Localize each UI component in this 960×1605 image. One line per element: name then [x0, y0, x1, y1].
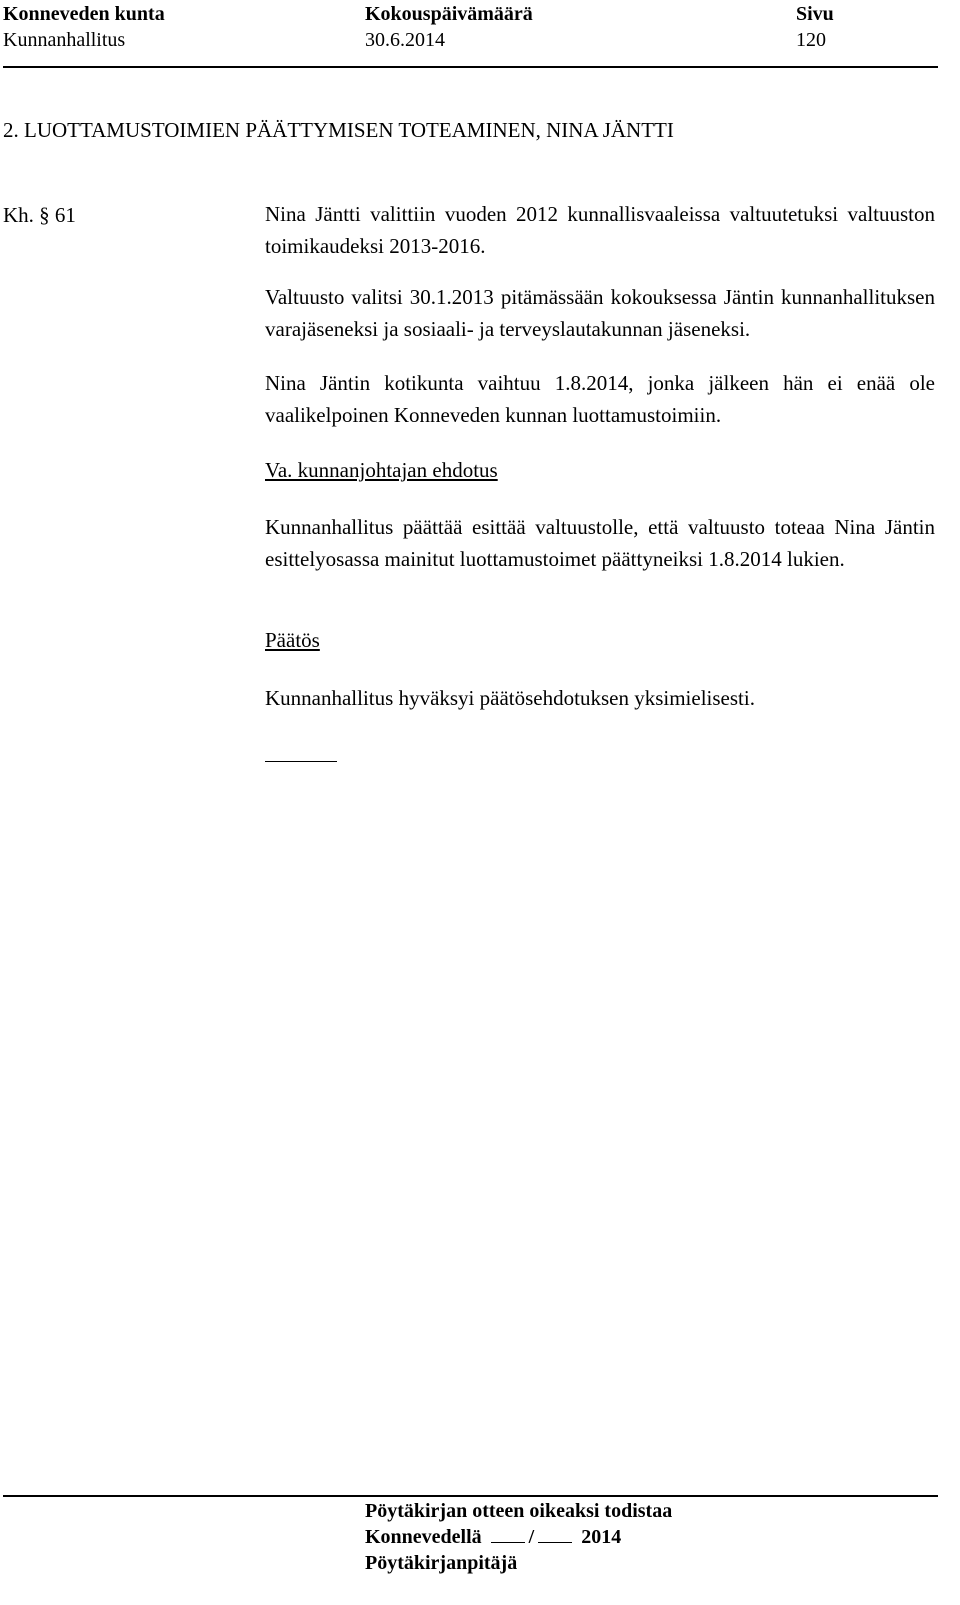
paragraph-3 [265, 368, 935, 431]
paragraph-3-text: Nina Jäntin kotikunta vaihtuu 1.8.2014, jonka jälkeen hän ei enää ole vaalikelpoinen Konneveden kunnan luottamustoimiin. [265, 371, 935, 427]
header-divider [3, 66, 938, 68]
footer-month-blank [538, 1524, 572, 1543]
proposal-heading-block [265, 455, 935, 487]
end-of-section-rule [265, 761, 337, 762]
paragraph-2 [265, 282, 935, 345]
footer-divider [3, 1495, 938, 1497]
footer-place: Konnevedellä [365, 1526, 482, 1548]
header-date: 30.6.2014 [365, 29, 445, 51]
footer-day-blank [491, 1524, 525, 1543]
paragraph-2-text: Valtuusto valitsi 30.1.2013 pitämässään kokouksessa Jäntin kunnanhallituksen varajäseneksi ja sosiaali- ja terveyslautakunnan jäseneksi. [265, 285, 935, 341]
paragraph-1-text: Nina Jäntti valittiin vuoden 2012 kunnallisvaaleissa valtuutetuksi valtuuston toimikaudeksi 2013-2016. [265, 202, 935, 258]
document-heading: 2. LUOTTAMUSTOIMIEN PÄÄTTYMISEN TOTEAMINEN, NINA JÄNTTI [3, 118, 674, 142]
header-body: Kunnanhallitus [3, 29, 126, 51]
paragraph-1 [265, 199, 935, 262]
proposal-text: Kunnanhallitus päättää esittää valtuustolle, että valtuusto toteaa Nina Jäntin esittelyosassa mainitut luottamustoimet päättyneiksi 1.8.2014 lukien. [265, 515, 935, 571]
decision-heading: Päätös [265, 628, 320, 652]
footer-date-line [365, 1524, 672, 1550]
header-org: Konneveden kunta [3, 3, 165, 25]
footer-signatory: Pöytäkirjanpitäjä [365, 1552, 518, 1574]
footer-year: 2014 [581, 1526, 622, 1548]
page-footer [365, 1498, 672, 1576]
proposal-heading: Va. kunnanjohtajan ehdotus [265, 458, 498, 482]
header-page-number: 120 [796, 29, 826, 51]
header-date-label: Kokouspäivämäärä [365, 3, 533, 25]
decision-text: Kunnanhallitus hyväksyi päätösehdotuksen yksimielisesti. [265, 686, 755, 710]
page-header [0, 0, 960, 70]
header-page-label: Sivu [796, 3, 834, 25]
decision-block [265, 683, 935, 715]
footer-slash: / [528, 1526, 535, 1548]
footer-certification: Pöytäkirjan otteen oikeaksi todistaa [365, 1500, 673, 1522]
decision-heading-block [265, 625, 935, 657]
section-number: Kh. § 61 [3, 203, 76, 227]
proposal-block [265, 512, 935, 575]
